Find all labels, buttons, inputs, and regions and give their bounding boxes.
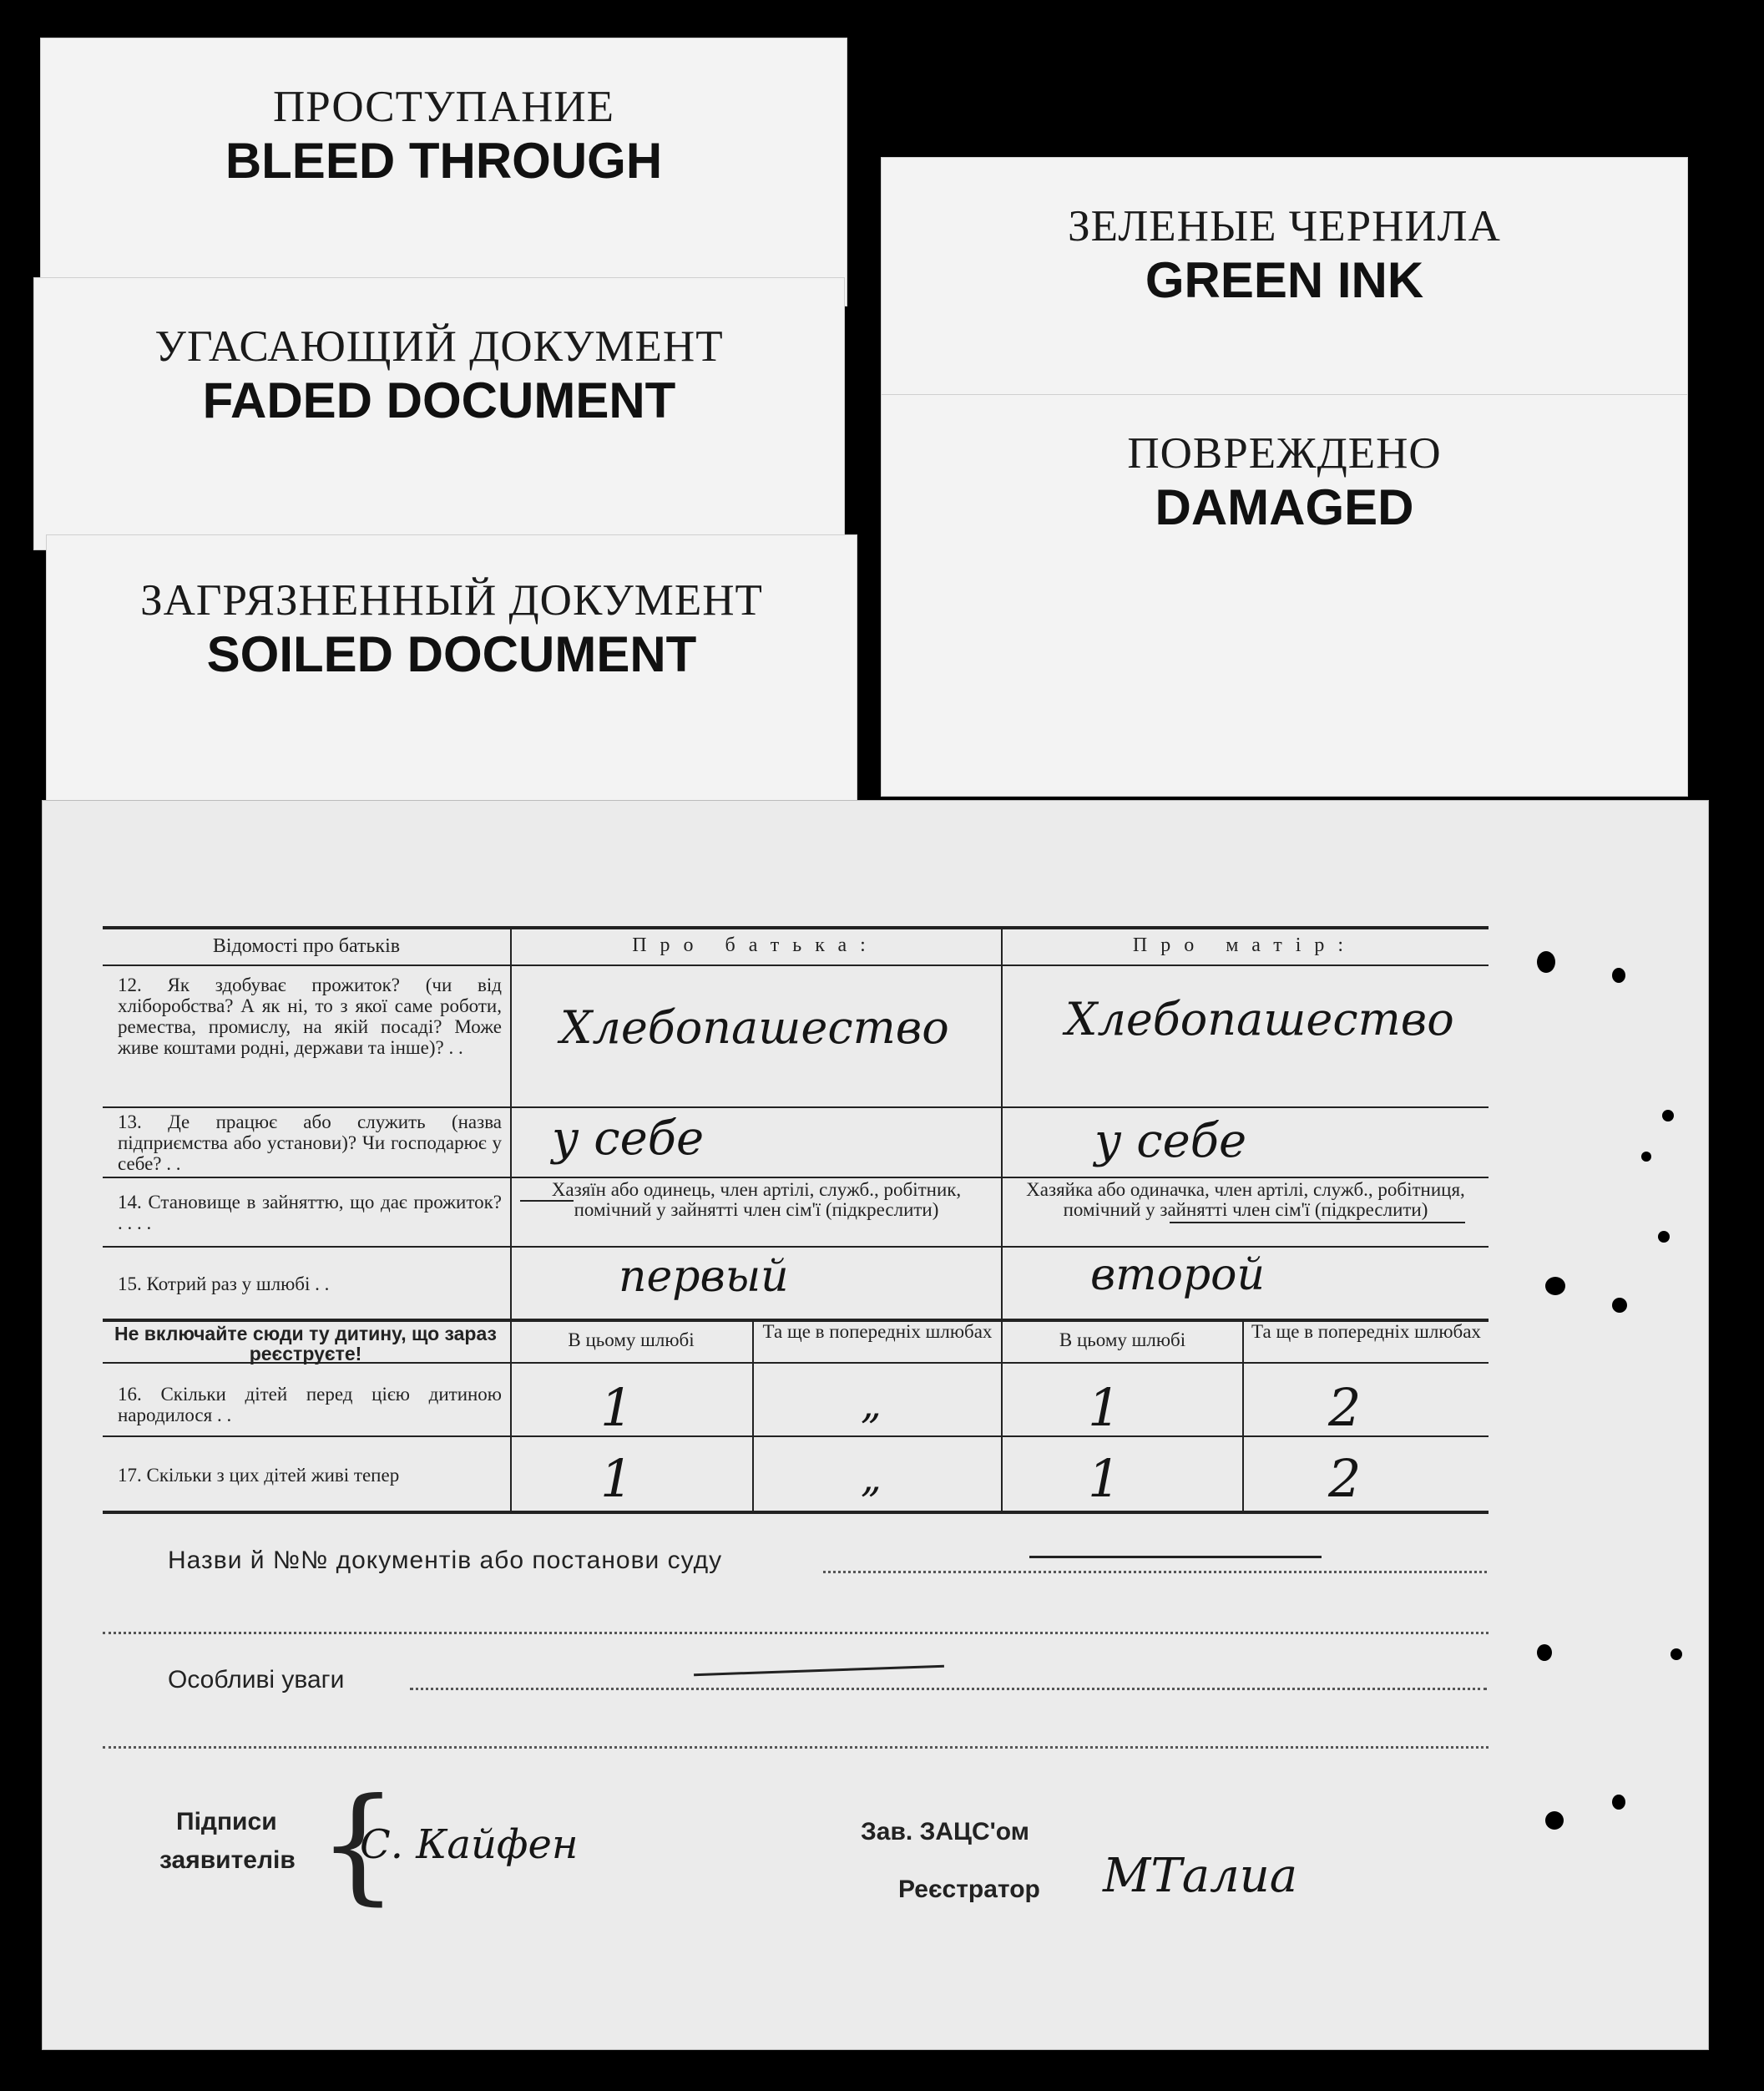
damage-hole — [1537, 951, 1555, 973]
remarks-label: Особливі уваги — [168, 1666, 345, 1694]
table-top-rule — [103, 926, 1489, 929]
header-parents-info: Відомості про батьків — [212, 935, 401, 957]
col-divider-4 — [1242, 1320, 1244, 1511]
father-this-marriage-header: В цьому шлюбі — [568, 1329, 695, 1350]
row14-rule — [103, 1246, 1489, 1248]
damage-hole — [1670, 1648, 1682, 1660]
row13-rule — [103, 1177, 1489, 1178]
documents-line-2 — [103, 1632, 1489, 1634]
q16-father-this: 1 — [600, 1377, 634, 1438]
question-13: 13. Де працює або служить (назва підприємства або установи)? Чи господарює у себе? . . — [118, 1111, 502, 1174]
col-divider-1 — [510, 926, 512, 1511]
applicant-signature: С. Кайфен — [360, 1821, 579, 1868]
signatures-label: Підписи — [176, 1808, 277, 1835]
father-workplace: у себе — [552, 1111, 705, 1166]
bleed-through-ru: ПРОСТУПАНИЕ — [272, 83, 615, 131]
documents-dash — [1029, 1556, 1322, 1558]
father-livelihood: Хлебопашество — [560, 1001, 949, 1054]
q16-father-prev: „ — [861, 1381, 882, 1428]
father-owner-underline — [520, 1200, 574, 1202]
q17-father-this: 1 — [600, 1448, 634, 1509]
mother-livelihood: Хлебопашество — [1065, 993, 1454, 1046]
header-father: Про батька: — [632, 934, 879, 956]
mother-occupation-options: Хазяйка або одиначка, член артілі, служб., робітниця, помічний у зайнятті член сім'ї (підкреслити) — [1026, 1179, 1465, 1220]
question-17: 17. Скільки з цих дітей живі тепер — [118, 1465, 400, 1486]
mother-this-marriage-header: В цьому шлюбі — [1059, 1329, 1186, 1350]
damage-hole — [1658, 1231, 1670, 1243]
registrar-signature: МТалиа — [1103, 1849, 1298, 1903]
header-rule — [103, 964, 1489, 966]
soiled-card — [46, 534, 857, 802]
question-16: 16. Скільки дітей перед цією дитиною народилося . . — [118, 1384, 502, 1425]
damage-hole — [1537, 1644, 1552, 1661]
zags-head-label: Зав. ЗАЦС'ом — [861, 1818, 1029, 1845]
table-bottom-rule — [103, 1511, 1489, 1514]
col-divider-2 — [1001, 926, 1003, 1511]
q17-mother-this: 1 — [1088, 1448, 1121, 1509]
damage-hole — [1612, 1795, 1625, 1810]
q16-mother-this: 1 — [1088, 1377, 1121, 1438]
note-exclude-child: Не включайте сюди ту дитину, що зараз реєструєте! — [114, 1323, 497, 1364]
damage-hole — [1662, 1110, 1674, 1121]
damaged-en: DAMAGED — [1155, 479, 1414, 535]
green-ink-card — [881, 157, 1688, 426]
damage-hole — [1545, 1277, 1565, 1295]
applicants-label: заявителів — [159, 1846, 296, 1874]
damage-hole — [1545, 1811, 1564, 1830]
damage-hole — [1612, 1298, 1627, 1313]
mother-previous-marriages-header: Та ще в попередніх шлюбах — [1251, 1321, 1481, 1342]
bleed-through-en: BLEED THROUGH — [225, 133, 663, 189]
green-ink-en: GREEN INK — [1145, 252, 1424, 308]
remarks-line-2 — [103, 1746, 1489, 1749]
question-12: 12. Як здобуває прожиток? (чи від хліборобства? А як ні, то з якої саме роботи, ремества, промислу, на якій посаді? Може живе коштами родні, держави та інше)? . . — [118, 975, 502, 1058]
father-previous-marriages-header: Та ще в попередніх шлюбах — [762, 1321, 993, 1342]
remarks-line-1 — [410, 1688, 1487, 1690]
mother-helper-underline — [1170, 1222, 1465, 1223]
mother-marriage-count: второй — [1090, 1250, 1265, 1300]
signature-brace: { — [318, 1772, 398, 1917]
faded-card — [33, 277, 845, 550]
father-occupation-options: Хазяїн або одинець, член артілі, служб., робітник, помічний у зайнятті член сім'ї (підкреслити) — [551, 1179, 962, 1220]
faded-en: FADED DOCUMENT — [202, 372, 676, 428]
question-14: 14. Становище в зайняттю, що дає прожиток? . . . . — [118, 1192, 502, 1233]
col-divider-3 — [752, 1320, 754, 1511]
damage-hole — [1641, 1152, 1651, 1162]
header-mother: Про матір: — [1132, 934, 1357, 956]
remarks-dash — [694, 1665, 944, 1676]
mother-workplace: у себе — [1094, 1114, 1247, 1168]
q17-father-prev: „ — [861, 1455, 882, 1501]
registration-form — [42, 800, 1709, 2050]
row16-rule — [103, 1435, 1489, 1437]
damage-hole — [1612, 968, 1625, 983]
soiled-ru: ЗАГРЯЗНЕННЫЙ ДОКУМЕНТ — [140, 576, 763, 625]
damaged-ru: ПОВРЕЖДЕНО — [1127, 429, 1442, 478]
green-ink-ru: ЗЕЛЕНЫЕ ЧЕРНИЛА — [1068, 202, 1501, 251]
documents-line-1 — [823, 1571, 1487, 1573]
q17-mother-prev: 2 — [1328, 1448, 1362, 1509]
father-marriage-count: первый — [619, 1252, 789, 1302]
faded-ru: УГАСАЮЩИЙ ДОКУМЕНТ — [154, 322, 724, 371]
registrar-label: Реєстратор — [898, 1876, 1040, 1903]
documents-label: Назви й №№ документів або постанови суду — [168, 1547, 723, 1574]
bleed-through-card — [40, 38, 847, 306]
q16-mother-prev: 2 — [1328, 1377, 1362, 1438]
soiled-en: SOILED DOCUMENT — [206, 626, 697, 682]
question-15: 15. Котрий раз у шлюбі . . — [118, 1273, 330, 1294]
damaged-card — [881, 394, 1688, 797]
row12-rule — [103, 1106, 1489, 1108]
